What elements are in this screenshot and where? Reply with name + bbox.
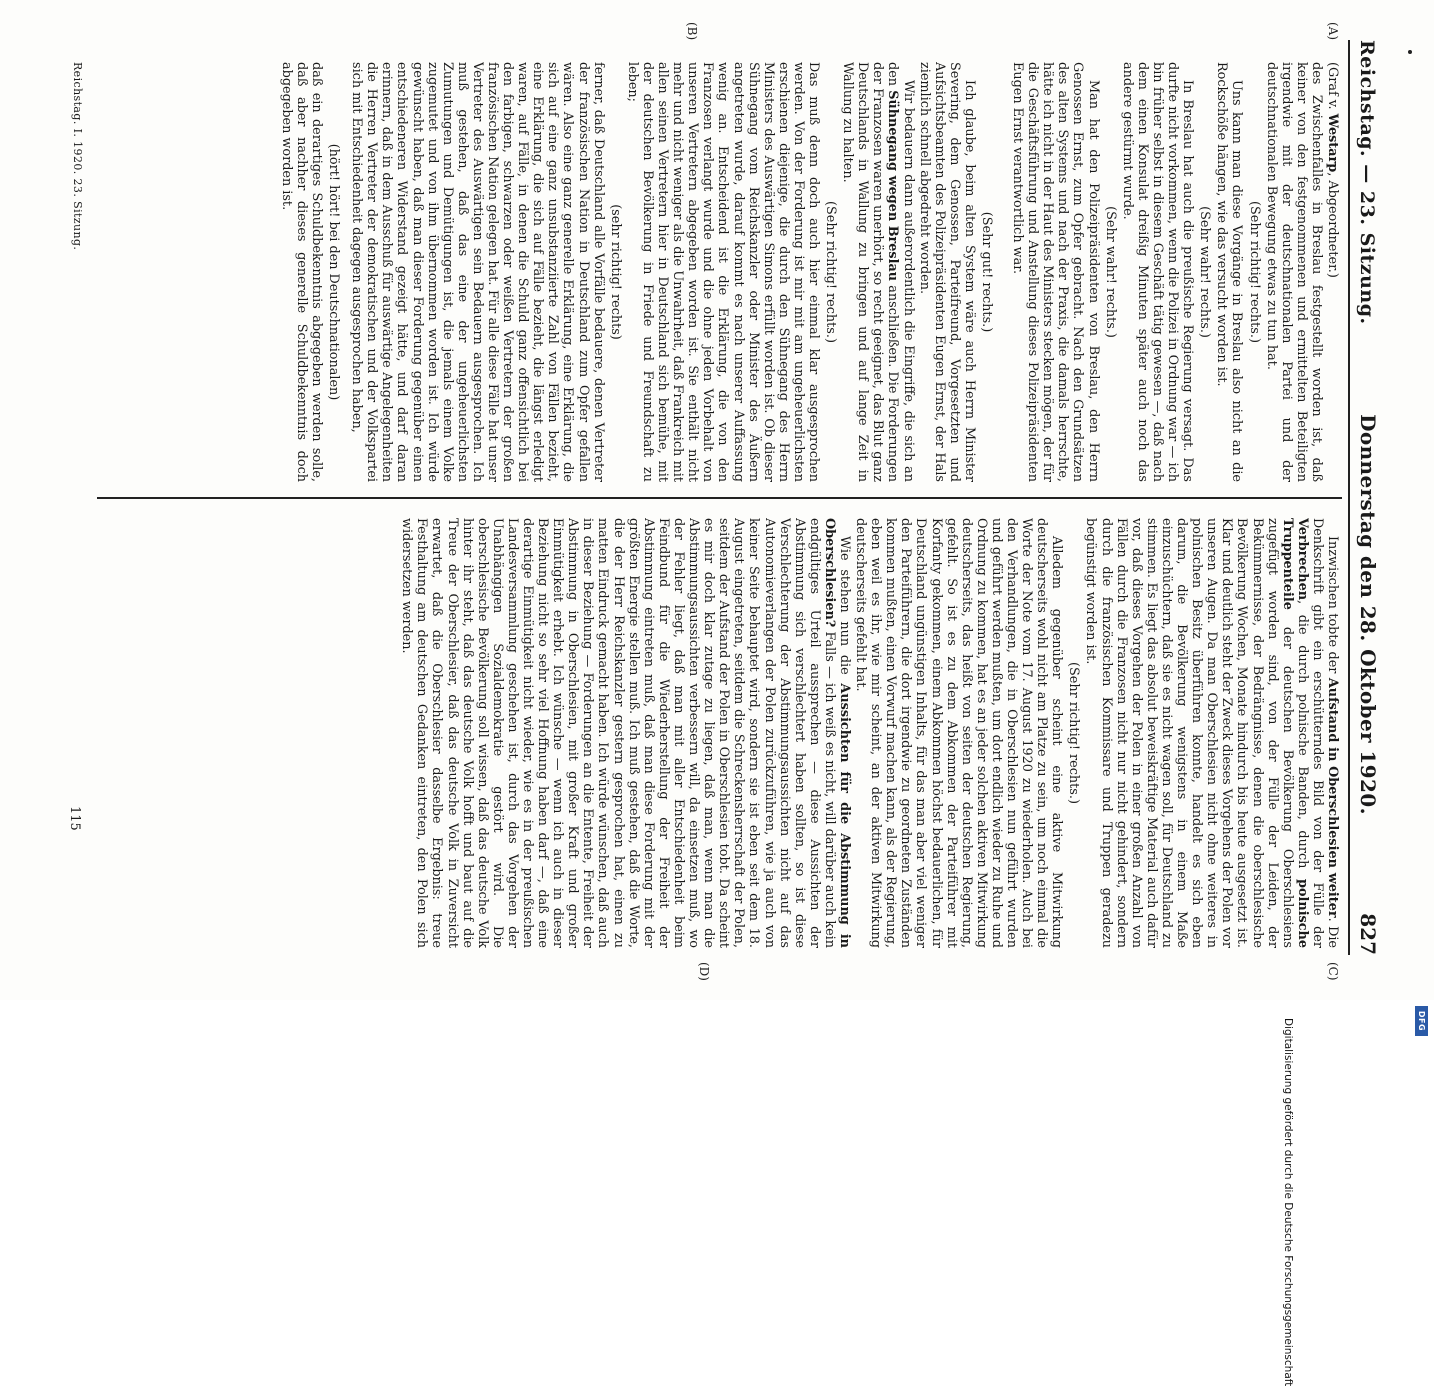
interjection: (Sehr wahr! rechts.) <box>1197 206 1213 338</box>
speaker-prefix: (Graf v. <box>1325 62 1340 114</box>
bold-phrase: polnische Truppenteile <box>1279 518 1310 948</box>
page-number: 827 <box>1356 913 1380 955</box>
interjection: (Sehr richtig! rechts.) <box>1246 201 1262 343</box>
spacer <box>996 62 1010 482</box>
interjection: (Sehr wahr! rechts.) <box>1102 206 1118 338</box>
paragraph: In Breslau hat auch die preußische Regierung versagt. Das durfte nicht vorkommen, wenn die Polizei in Ordnung war — ich bin früher selbst in diesem Geschäft tätig gewesen —, daß nach dem einen Konsulat dreißig Minuten später auch noch das andere gestürmt wurde. <box>1119 62 1196 482</box>
bold-phrase: Sühnegang wegen Breslau <box>885 90 901 282</box>
dfg-logo: DFG <box>1415 1006 1428 1036</box>
margin-mark-a: (A) <box>1326 22 1340 41</box>
interjection: (Sehr richtig! rechts.) <box>1066 662 1082 804</box>
interjection: (Sehr gut! rechts.) <box>979 211 995 333</box>
text-run: anschließen. Die Forderungen der Franzosen waren unerhört, so recht geeignet, das Blut ganz Deutschlands in Wallung zu bringen und auf lange Zeit in Wallung zu halten. <box>840 62 901 482</box>
digitization-credit: Digitalisierung gefördert durch die Deutsche Forschungsgemeinschaft <box>1282 1018 1294 1386</box>
header-session: Reichstag. — 23. Sitzung. <box>1356 40 1378 325</box>
text-run: , die durch polnische Banden, durch <box>1294 600 1310 880</box>
paragraph: Das muß denn doch auch hier einmal klar ausgesprochen werden. Von der Forderung ist mir mit am ungeheuerlichsten erschienen diejenige, die durch den Sühnegang des Herrn Ministers des Auswärtigen Simons erfüllt worden ist. Ob dieser Sühnegang vom Reichskanzler oder Minister des Äußern angetreten wurde, darauf kommt es nach unserer Auffassung wenig an. Entscheidend ist die Erklärung, die von den Franzosen verlangt wurde und die ohne jeden Vorbehalt von unseren Vertretern abgegeben worden ist. Sie enthält nicht mehr und nicht weniger als die Unwahrheit, daß Frankreich mit allen seinen Vertretern hier in Deutschland sich bemühe, mit der deutschen Bevölkerung in Friede und Freundschaft zu leben; <box>624 62 821 482</box>
column-divider <box>97 497 1342 499</box>
paragraph <box>1083 518 1340 948</box>
paragraph: des Zwischenfalles in Breslau festgestellt worden ist, daß keiner von den festgenommenen und ermittelten Beteiligten irgendwie mit der deutschnationalen Partei und der deutschnationalen Bewegung etwas zu tun hat. <box>1263 62 1324 482</box>
speck <box>1408 50 1412 54</box>
page-header <box>1352 40 1386 955</box>
paragraph: daß ein derartiges Schuldbekenntnis abgegeben werden solle, daß aber nachher dieses generelle Schuldbekenntnis doch abgegeben worden ist. <box>278 62 324 482</box>
paragraph: ferner, daß Deutschland alle Vorfälle bedauere, denen Vertreter der französischen Nation in Deutschland zum Opfer gefallen wären. Also eine ganz generelle Erklärung, eine Erklärung, die sich auf eine ganz unsubstanziierte Zahl von Fällen bezieht, eine Erklärung, die sich auf Fälle bezieht, die längst erledigt waren, auf Fälle, in denen die Schuld ganz offensichtlich bei den farbigen, schwarzen oder weißen Vertretern der großen französischen Nation gelegen hat. Für alle diese Fälle hat unser Vertreter des Auswärtigen sein Bedauern ausgesprochen. Ich muß gestehen, daß das eine der ungeheuerlichsten Zumutungen und Demütigungen ist, die jemals einem Volke zugemutet und von ihm übernommen worden ist. Ich würde gewünscht haben, daß man dieser Forderung gegenüber einen entschiedeneren Widerstand gezeigt hätte, und darf daran erinnern, daß in dem Ausschuß für auswärtige Angelegenheiten die Herren Vertreter der demokratischen und der Volkspartei sich mit Entschiedenheit dagegen ausgesprochen haben, <box>349 62 606 482</box>
speaker-line <box>1325 62 1340 482</box>
margin-mark-b: (B) <box>685 22 699 41</box>
text-run: . Die Denkschrift gibt ein erschütterndes Bild von der Fülle der <box>1309 518 1340 948</box>
bold-phrase: Verbrechen <box>1294 518 1310 601</box>
paragraph <box>399 518 852 948</box>
interjection: (sehr richtig! rechts) <box>607 204 623 340</box>
sheet-signature: 115 <box>67 806 82 831</box>
text-run: der deutschen Bevölkerung Oberschlesiens zugefügt worden sind, von der Fülle der Leiden, der Bekümmernisse, der Bedrängnisse, denen die oberschlesische Bevölkerung Wochen, Monate hindurch bis heute ausgesetzt ist. Klar und deutlich steht der Zweck dieses Vorgehens der Polen vor unseren Augen. Da man Oberschlesien nicht ohne weiteres in polnischen Besitz überführen konnte, handelt es sich eben darum, die Bevölkerung wenigstens in einem Maße einzuschüchtern, daß sie es nicht wagen soll, für Deutschland zu stimmen. Es liegt das absolut beweiskräftige Material auch dafür vor, daß dieses Vorgehen der Polen in einer großen Anzahl von Fällen durch die Franzosen nicht nur nicht gehindert, sondern durch die französischen Kommissare und Truppen geradezu begünstigt worden ist. <box>1083 518 1295 948</box>
paragraph <box>840 62 915 482</box>
left-column <box>90 62 1340 482</box>
paragraph: Ich glaube, beim alten System wäre auch Herrn Minister Severing, dem Genossen, Parteifreund, Vorgesetzten und Aufsichtsbeamten des Polizeipräsidenten Eugen Ernst, der Hals ziemlich schnell abgedreht worden. <box>916 62 977 482</box>
footer-note: Reichstag. I. 1920. 23. Sitzung. <box>71 62 84 251</box>
bold-phrase: Aufstand in Oberschlesien weiter <box>1325 677 1340 918</box>
text-run: Wie stehen nun die <box>837 536 852 684</box>
margin-mark-d: (D) <box>697 962 711 981</box>
speaker-name: Westarp <box>1325 113 1340 173</box>
text-run: Falls — ich weiß es nicht, will darüber auch kein endgültiges Urteil aussprechen — diese Aussichten der Abstimmung sich verschlechtert haben sollten, so ist diese Verschlechterung der Abstimmungsaussichten nicht auf das Autonomieverlangen der Polen zurückzuführen, wie ja auch von keiner Seite behauptet wird, sondern sie ist eben seit dem 18. August eingetreten, seitdem die Schreckensherrschaft der Polen, seitdem der Aufstand der Polen in Oberschlesien tobt. Da scheint es mir doch klar zutage zu liegen, daß man, wenn man die Abstimmungsaussichten verbessern will, da einsetzen muß, wo der Fehler liegt, daß man mit aller Entschiedenheit beim Feindbund für die Wiederherstellung der Freiheit der Abstimmung eintreten muß, daß man diese Forderung mit der größten Energie stellen muß. Ich muß gestehen, daß die Worte, die der Herr Reichskanzler gestern gesprochen hat, einen zu matten Eindruck gemacht haben. Ich würde wünschen, daß auch in dieser Beziehung — Forderungen an die Entente, Freiheit der Abstimmung in Oberschlesien, mit großer Kraft und großer Einmütigkeit erhebt. Ich wünsche — wenn ich auch in dieser Beziehung nicht so sehr viel Hoffnung haben darf —, daß eine derartige Einmütigkeit nicht wieder, wie es in der preußischen Landesversammlung geschehen ist, durch das Vorgehen der Unabhängigen Sozialdemokratie gestört wird. Die oberschlesische Bevölkerung soll wissen, daß das deutsche Volk hinter ihr steht, daß das deutsche Volk hofft und baut auf die Treue der Oberschlesier, daß das deutsche Volk in Zuversicht erwartet, daß die Oberschlesier dasselbe Ergebnis: treue Festhaltung am deutschen Gedanken eintreten, den Polen sich widersetzen werden. <box>399 518 837 948</box>
text-run: Wir bedauern dann außerordentlich die Eingriffe, die sich an den <box>885 62 916 482</box>
paragraph: Alledem gegenüber scheint eine aktive Mitwirkung deutscherseits wohl nicht am Platze zu sein, um noch einmal die Worte der Note vom 17. August 1920 zu wiederholen. Auch bei den Verhandlungen, die in Oberschlesien nun geführt wurden und geführt werden mußten, um dort endlich wieder zu Ruhe und Ordnung zu kommen, hat es an jeder solchen aktiven Mitwirkung deutscherseits, das heißt von seiten der deutschen Regierung, gefehlt. So ist es zu dem Abkommen der Parteiführer mit Korfanty gekommen, einem Abkommen höchst bedauerlichen, für Deutschland ungünstigen Inhalts, für das man aber viel weniger den Parteiführern, die dort irgendwie zu geordneten Zuständen kommen mußten, einen Vorwurf machen kann, als der Regierung, eben weil es ihr, wie mir scheint, an der aktiven Mitwirkung deutscherseits gefehlt hat. <box>853 518 1065 948</box>
text-run: Inzwischen tobte der <box>1325 536 1340 678</box>
interjection: (Sehr richtig! rechts.) <box>823 201 839 343</box>
header-rule <box>1348 40 1350 955</box>
margin-mark-c: (C) <box>1326 962 1340 981</box>
header-date: Donnerstag den 28. Oktober 1920. <box>1356 414 1380 815</box>
right-column <box>90 518 1340 948</box>
speaker-role: , Abgeordneter.) <box>1325 172 1340 278</box>
paragraph: Man hat den Polizeipräsidenten von Breslau, den Herrn Genossen Ernst, zum Opfer gebracht. Nach den Grundsätzen des alten Systems und nach der Praxis, die damals herrschte, hätte ich nicht in der Haut des Ministers stecken mögen, der für die Geschäftsführung und Anstellung dieses Polizeipräsidenten Eugen Ernst verantwortlich war. <box>1010 62 1101 482</box>
interjection: (hört! hört! bei den Deutschnationalen) <box>326 143 342 401</box>
bold-phrase: Aussichten für die Abstimmung in Oberschlesien? <box>821 518 852 948</box>
paragraph: Uns kann man diese Vorgänge in Breslau also nicht an die Rockschöße hängen, wie das versucht worden ist. <box>1214 62 1245 482</box>
